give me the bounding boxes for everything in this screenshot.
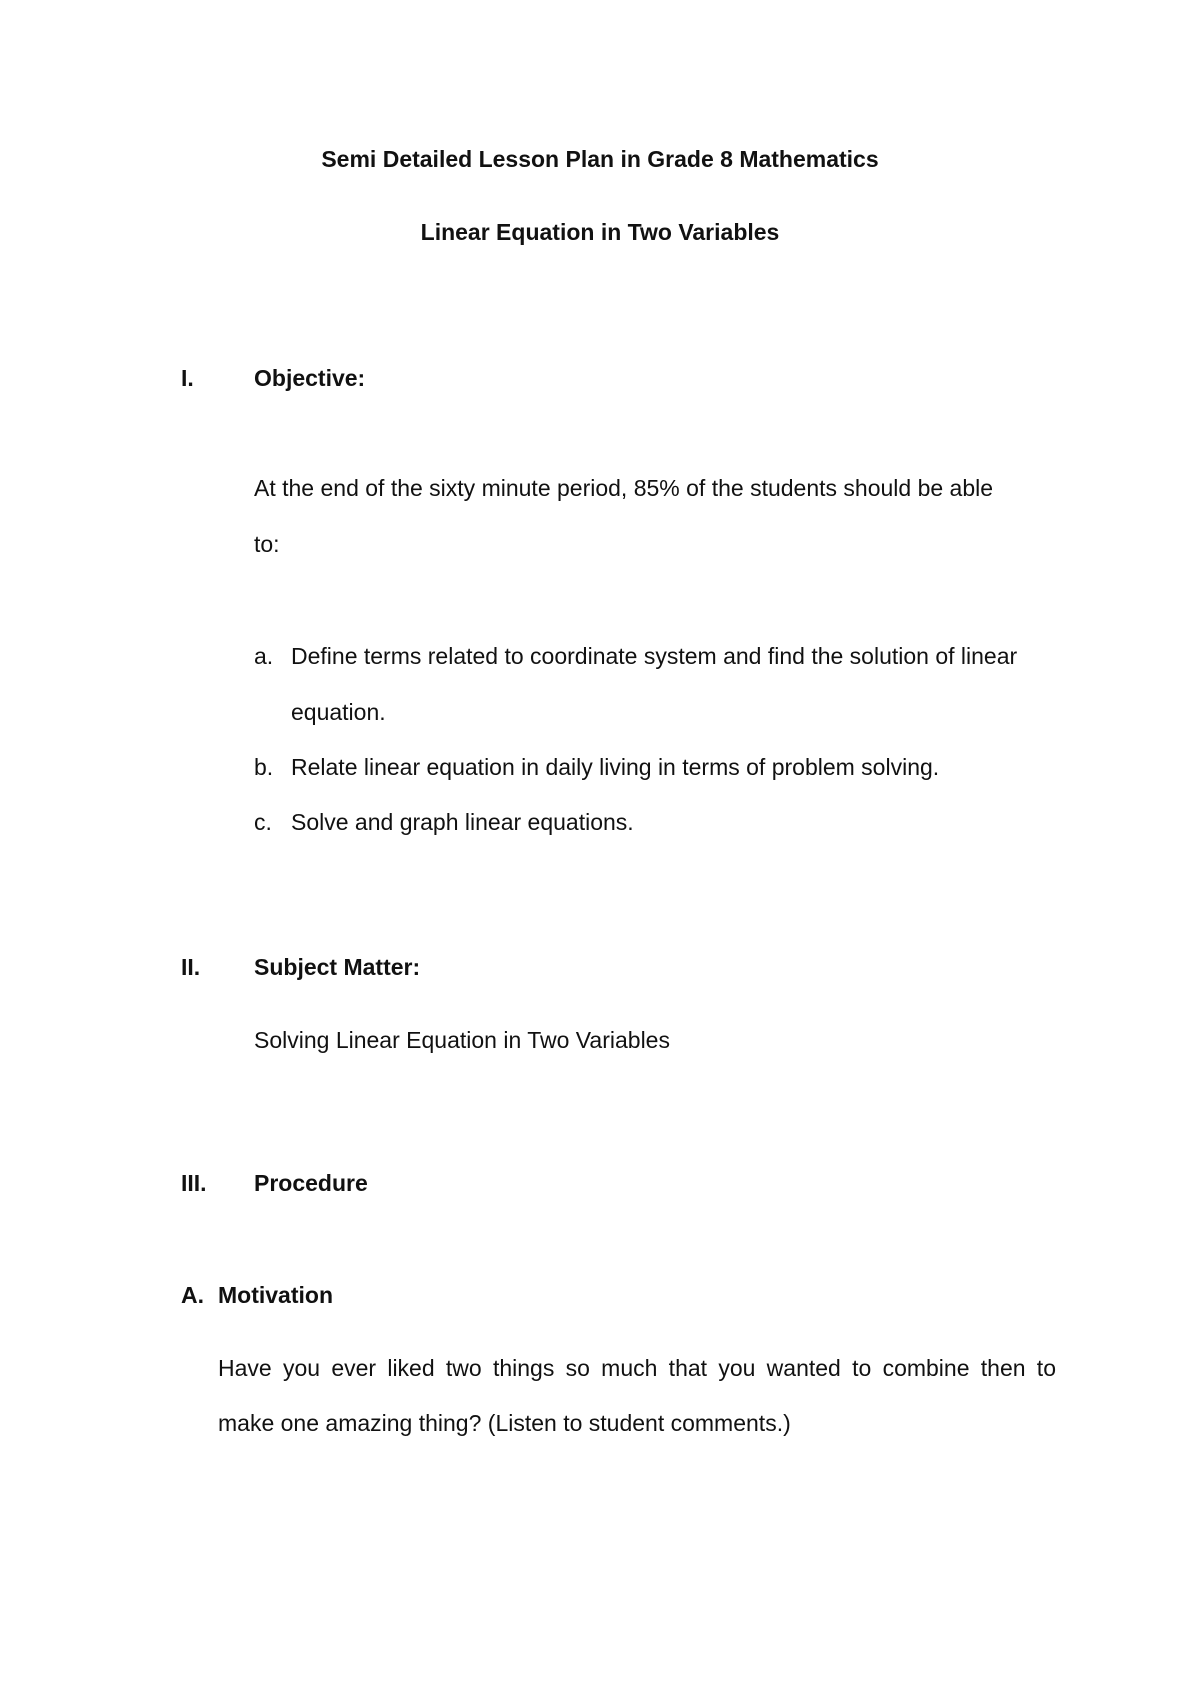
motivation-text-line: make one amazing thing? (Listen to student comments.) bbox=[218, 1410, 791, 1436]
document-title: Semi Detailed Lesson Plan in Grade 8 Mathematics bbox=[321, 146, 879, 172]
section-heading: Objective: bbox=[254, 365, 366, 391]
list-item-text: Define terms related to coordinate system and find the solution of linear bbox=[291, 643, 1018, 669]
subsection-heading: Motivation bbox=[218, 1282, 333, 1308]
list-item-text: Relate linear equation in daily living in terms of problem solving. bbox=[291, 754, 940, 780]
section-heading: Procedure bbox=[254, 1170, 368, 1196]
list-marker: b. bbox=[254, 754, 274, 780]
subsection-marker: A. bbox=[181, 1282, 204, 1308]
section-numeral: III. bbox=[181, 1170, 207, 1196]
section-numeral: II. bbox=[181, 954, 201, 980]
section-heading: Subject Matter: bbox=[254, 954, 421, 980]
section-body: Solving Linear Equation in Two Variables bbox=[254, 1027, 670, 1053]
list-marker: a. bbox=[254, 643, 274, 669]
document-subtitle: Linear Equation in Two Variables bbox=[420, 219, 780, 245]
list-marker: c. bbox=[254, 809, 272, 835]
list-item-text: equation. bbox=[291, 699, 386, 725]
objective-intro-line: At the end of the sixty minute period, 85% of the students should be able bbox=[254, 475, 994, 501]
list-item-text: Solve and graph linear equations. bbox=[291, 809, 634, 835]
section-numeral: I. bbox=[181, 365, 194, 391]
objective-intro-line: to: bbox=[254, 531, 280, 557]
motivation-text-line: Have you ever liked two things so much that you wanted to combine then to bbox=[218, 1355, 1056, 1381]
